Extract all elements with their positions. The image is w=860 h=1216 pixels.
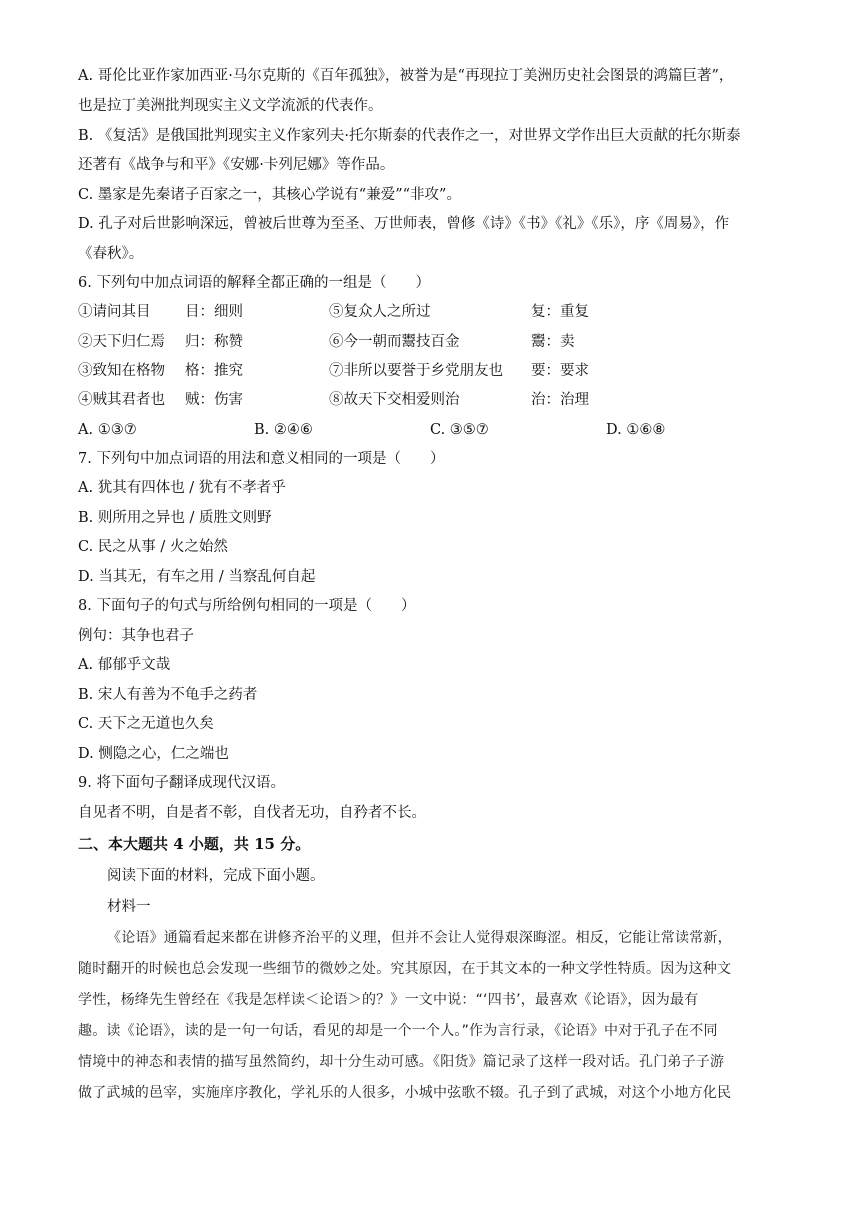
- question-7-stem: 7. 下列句中加点词语的用法和意义相同的一项是（ ）: [78, 451, 445, 467]
- q8-option-d: D. 恻隐之心，仁之端也: [78, 746, 229, 762]
- q6-gloss: 鬻：卖: [531, 334, 575, 350]
- q6-option-c: C. ③⑤⑦: [430, 422, 489, 438]
- q6-sentence: ⑧故天下交相爱则治: [329, 392, 460, 408]
- q6-gloss: 格：推究: [185, 363, 243, 379]
- reading-instruction: 阅读下面的材料，完成下面小题。: [107, 868, 325, 884]
- q5-option-a-line2: 也是拉丁美洲批判现实主义文学流派的代表作。: [78, 98, 383, 114]
- q6-option-b: B. ②④⑥: [254, 422, 313, 438]
- material-1-paragraph-line: 《论语》通篇看起来都在讲修齐治平的义理，但并不会让人觉得艰深晦涩。相反，它能让常读常新，: [107, 930, 732, 946]
- question-9-stem: 9. 将下面句子翻译成现代汉语。: [78, 775, 285, 791]
- material-1-paragraph-line: 做了武城的邑宰，实施庠序教化，学礼乐的人很多，小城中弦歌不辍。孔子到了武城，对这个小地方化民: [78, 1085, 732, 1101]
- q6-gloss: 复：重复: [531, 304, 589, 320]
- q5-option-d-line2: 《春秋》。: [78, 246, 144, 262]
- q7-option-d: D. 当其无，有车之用 / 当察乱何自起: [78, 569, 316, 585]
- q6-gloss: 治：治理: [531, 392, 589, 408]
- q5-option-b-line2: 还著有《战争与和平》《安娜·卡列尼娜》等作品。: [78, 157, 395, 173]
- q6-gloss: 要：要求: [531, 363, 589, 379]
- material-1-paragraph-line: 趣。读《论语》，读的是一句一句话，看见的却是一个一个人。”作为言行录，《论语》中对于孔子在不同: [78, 1023, 718, 1039]
- question-6-stem: 6. 下列句中加点词语的解释全都正确的一组是（ ）: [78, 275, 430, 291]
- q5-option-a-line1: A. 哥伦比亚作家加西亚·马尔克斯的《百年孤独》，被誉为是“再现拉丁美洲历史社会图景的鸿篇巨著”，: [78, 68, 734, 84]
- q8-option-c: C. 天下之无道也久矣: [78, 716, 214, 732]
- q5-option-b-line1: B. 《复活》是俄国批判现实主义作家列夫·托尔斯泰的代表作之一，对世界文学作出巨大贡献的托尔斯泰: [78, 128, 741, 144]
- q8-example: 例句：其争也君子: [78, 628, 194, 644]
- section-2-heading: 二、本大题共 4 小题，共 15 分。: [78, 835, 311, 853]
- q6-sentence: ③致知在格物: [78, 363, 165, 379]
- q7-option-c: C. 民之从事 / 火之始然: [78, 539, 228, 555]
- material-1-paragraph-line: 情境中的神态和表情的描写虽然简约，却十分生动可感。《阳货》篇记录了这样一段对话。孔门弟子子游: [78, 1054, 725, 1070]
- q6-sentence: ②天下归仁焉: [78, 334, 165, 350]
- material-1-label: 材料一: [107, 899, 151, 915]
- q6-sentence: ⑦非所以要誉于乡党朋友也: [329, 363, 503, 379]
- q6-gloss: 贼：伤害: [185, 392, 243, 408]
- q6-sentence: ①请问其目: [78, 304, 151, 320]
- material-1-paragraph-line: 学性，杨绛先生曾经在《我是怎样读＜论语＞的？》一文中说：“‘四书’，最喜欢《论语》，因为最有: [78, 992, 699, 1008]
- q7-option-a: A. 犹其有四体也 / 犹有不孝者乎: [78, 480, 286, 496]
- q8-option-b: B. 宋人有善为不龟手之药者: [78, 687, 258, 703]
- q7-option-b: B. 则所用之异也 / 质胜文则野: [78, 510, 272, 526]
- q6-sentence: ④贼其君者也: [78, 392, 165, 408]
- q6-option-a: A. ①③⑦: [78, 422, 137, 438]
- q6-gloss: 归：称赞: [185, 334, 243, 350]
- q8-option-a: A. 郁郁乎文哉: [78, 657, 171, 673]
- q5-option-c: C. 墨家是先秦诸子百家之一，其核心学说有“兼爱”“非攻”。: [78, 187, 461, 203]
- material-1-paragraph-line: 随时翻开的时候也总会发现一些细节的微妙之处。究其原因，在于其文本的一种文学性特质。因为这种文: [78, 961, 732, 977]
- q6-option-d: D. ①⑥⑧: [606, 422, 666, 438]
- question-8-stem: 8. 下面句子的句式与所给例句相同的一项是（ ）: [78, 598, 416, 614]
- q5-option-d-line1: D. 孔子对后世影响深远，曾被后世尊为至圣、万世师表，曾修《诗》《书》《礼》《乐》，序《周易》，作: [78, 216, 730, 232]
- q6-sentence: ⑤复众人之所过: [329, 304, 431, 320]
- q6-gloss: 目：细则: [185, 304, 243, 320]
- q6-sentence: ⑥今一朝而鬻技百金: [329, 334, 460, 350]
- q9-sentence: 自见者不明，自是者不彰，自伐者无功，自矜者不长。: [78, 805, 426, 821]
